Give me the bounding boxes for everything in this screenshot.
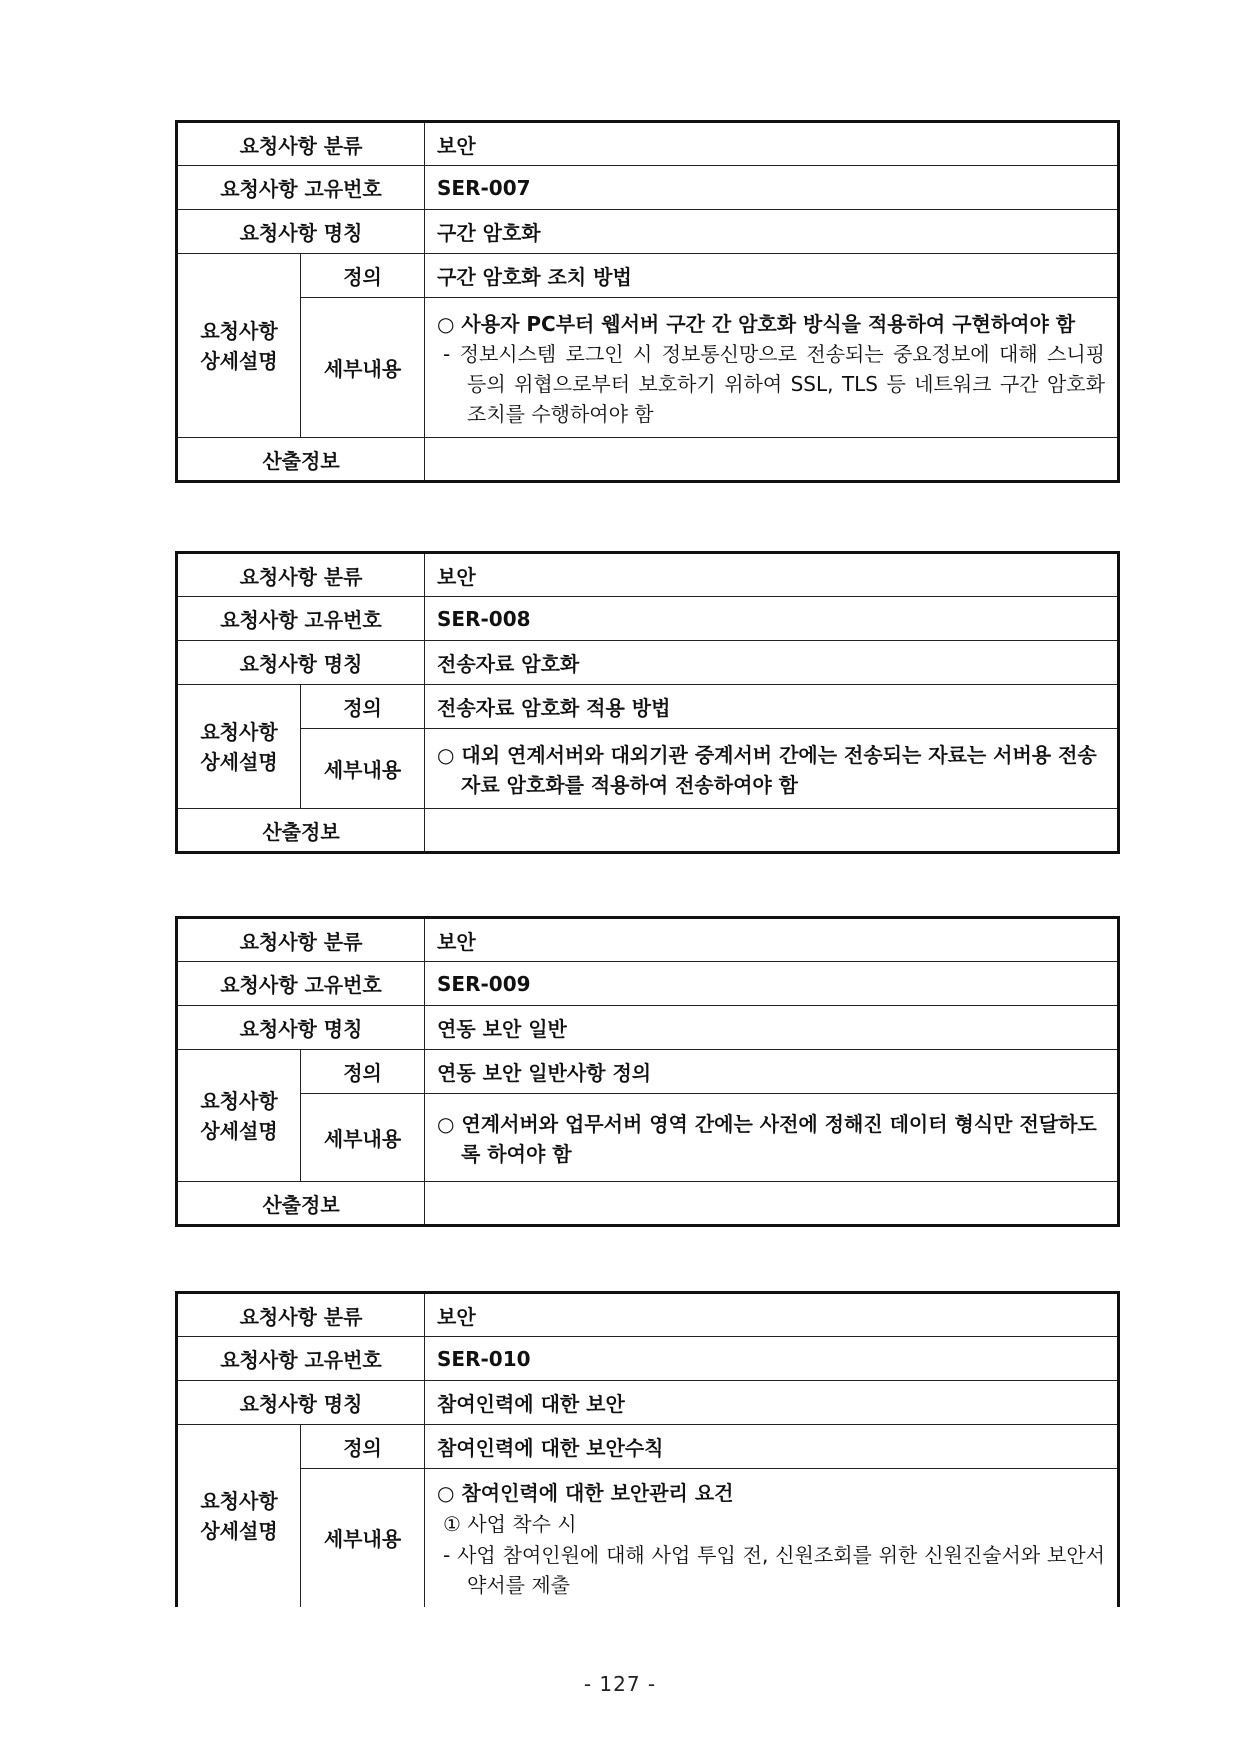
definition-label: 정의 bbox=[301, 1425, 425, 1469]
detail-content bbox=[425, 1094, 1119, 1182]
detail-label-line1: 요청사항 bbox=[200, 1488, 278, 1513]
name-label: 요청사항 명칭 bbox=[177, 1381, 425, 1425]
definition-label: 정의 bbox=[301, 1050, 425, 1094]
output-label: 산출정보 bbox=[177, 809, 425, 853]
detail-label-line1: 요청사항 bbox=[200, 719, 278, 744]
id-value: SER-010 bbox=[425, 1337, 1119, 1381]
category-label: 요청사항 분류 bbox=[177, 553, 425, 597]
id-value: SER-009 bbox=[425, 962, 1119, 1006]
definition-label: 정의 bbox=[301, 685, 425, 729]
definition-value: 연동 보안 일반사항 정의 bbox=[425, 1050, 1119, 1094]
detail-label-line2: 상세설명 bbox=[200, 749, 278, 774]
detail-label-line2: 상세설명 bbox=[200, 348, 278, 373]
detail-content bbox=[425, 1469, 1119, 1607]
id-label: 요청사항 고유번호 bbox=[177, 166, 425, 210]
detail-bullet: ○ 참여인력에 대한 보안관리 요건 bbox=[437, 1480, 734, 1505]
detail-label-line1: 요청사항 bbox=[200, 1088, 278, 1113]
name-label: 요청사항 명칭 bbox=[177, 210, 425, 254]
category-value: 보안 bbox=[425, 553, 1119, 597]
id-value: SER-008 bbox=[425, 597, 1119, 641]
detail-label bbox=[177, 1425, 301, 1607]
page-number: - 127 - bbox=[583, 1672, 657, 1696]
detail-bullet: ○ 대외 연계서버와 대외기관 중계서버 간에는 전송되는 자료는 서버용 전송자료 암호화를 적용하여 전송하여야 함 bbox=[437, 742, 1097, 797]
output-value bbox=[425, 438, 1119, 482]
id-label: 요청사항 고유번호 bbox=[177, 597, 425, 641]
detail-dash: - 정보시스템 로그인 시 정보통신망으로 전송되는 중요정보에 대해 스니핑 등의 위협으로부터 보호하기 위하여 SSL, TLS 등 네트워크 구간 암호화 조치를 수행하여야 함 bbox=[443, 341, 1105, 426]
detail-label-line1: 요청사항 bbox=[200, 318, 278, 343]
detail-label bbox=[177, 254, 301, 438]
detail-label-line2: 상세설명 bbox=[200, 1118, 278, 1143]
name-value: 전송자료 암호화 bbox=[425, 641, 1119, 685]
requirement-table-ser-009 bbox=[175, 916, 1120, 1227]
name-label: 요청사항 명칭 bbox=[177, 1006, 425, 1050]
id-value: SER-007 bbox=[425, 166, 1119, 210]
detail-label bbox=[177, 685, 301, 809]
detail-content-label: 세부내용 bbox=[301, 729, 425, 809]
name-value: 참여인력에 대한 보안 bbox=[425, 1381, 1119, 1425]
detail-content-label: 세부내용 bbox=[301, 298, 425, 438]
output-value bbox=[425, 1182, 1119, 1226]
detail-content-label: 세부내용 bbox=[301, 1469, 425, 1607]
definition-value: 참여인력에 대한 보안수칙 bbox=[425, 1425, 1119, 1469]
requirement-table-ser-008 bbox=[175, 551, 1120, 854]
definition-value: 구간 암호화 조치 방법 bbox=[425, 254, 1119, 298]
category-label: 요청사항 분류 bbox=[177, 918, 425, 962]
requirement-table-ser-007 bbox=[175, 120, 1120, 483]
output-label: 산출정보 bbox=[177, 1182, 425, 1226]
category-label: 요청사항 분류 bbox=[177, 122, 425, 166]
detail-label bbox=[177, 1050, 301, 1182]
detail-bullet: ○ 사용자 PC부터 웹서버 구간 간 암호화 방식을 적용하여 구현하여야 함 bbox=[437, 311, 1076, 336]
definition-value: 전송자료 암호화 적용 방법 bbox=[425, 685, 1119, 729]
detail-content-label: 세부내용 bbox=[301, 1094, 425, 1182]
requirement-table-ser-010 bbox=[175, 1291, 1120, 1607]
output-value bbox=[425, 809, 1119, 853]
output-label: 산출정보 bbox=[177, 438, 425, 482]
id-label: 요청사항 고유번호 bbox=[177, 962, 425, 1006]
category-value: 보안 bbox=[425, 1293, 1119, 1337]
category-value: 보안 bbox=[425, 918, 1119, 962]
detail-dash: - 사업 참여인원에 대해 사업 투입 전, 신원조회를 위한 신원진술서와 보안서약서를 제출 bbox=[443, 1542, 1105, 1597]
category-value: 보안 bbox=[425, 122, 1119, 166]
category-label: 요청사항 분류 bbox=[177, 1293, 425, 1337]
id-label: 요청사항 고유번호 bbox=[177, 1337, 425, 1381]
detail-label-line2: 상세설명 bbox=[200, 1518, 278, 1543]
detail-content bbox=[425, 298, 1119, 438]
name-label: 요청사항 명칭 bbox=[177, 641, 425, 685]
name-value: 연동 보안 일반 bbox=[425, 1006, 1119, 1050]
detail-content bbox=[425, 729, 1119, 809]
detail-bullet: ○ 연계서버와 업무서버 영역 간에는 사전에 정해진 데이터 형식만 전달하도록 하여야 함 bbox=[437, 1111, 1097, 1166]
detail-numbered: ① 사업 착수 시 bbox=[443, 1511, 577, 1536]
definition-label: 정의 bbox=[301, 254, 425, 298]
name-value: 구간 암호화 bbox=[425, 210, 1119, 254]
